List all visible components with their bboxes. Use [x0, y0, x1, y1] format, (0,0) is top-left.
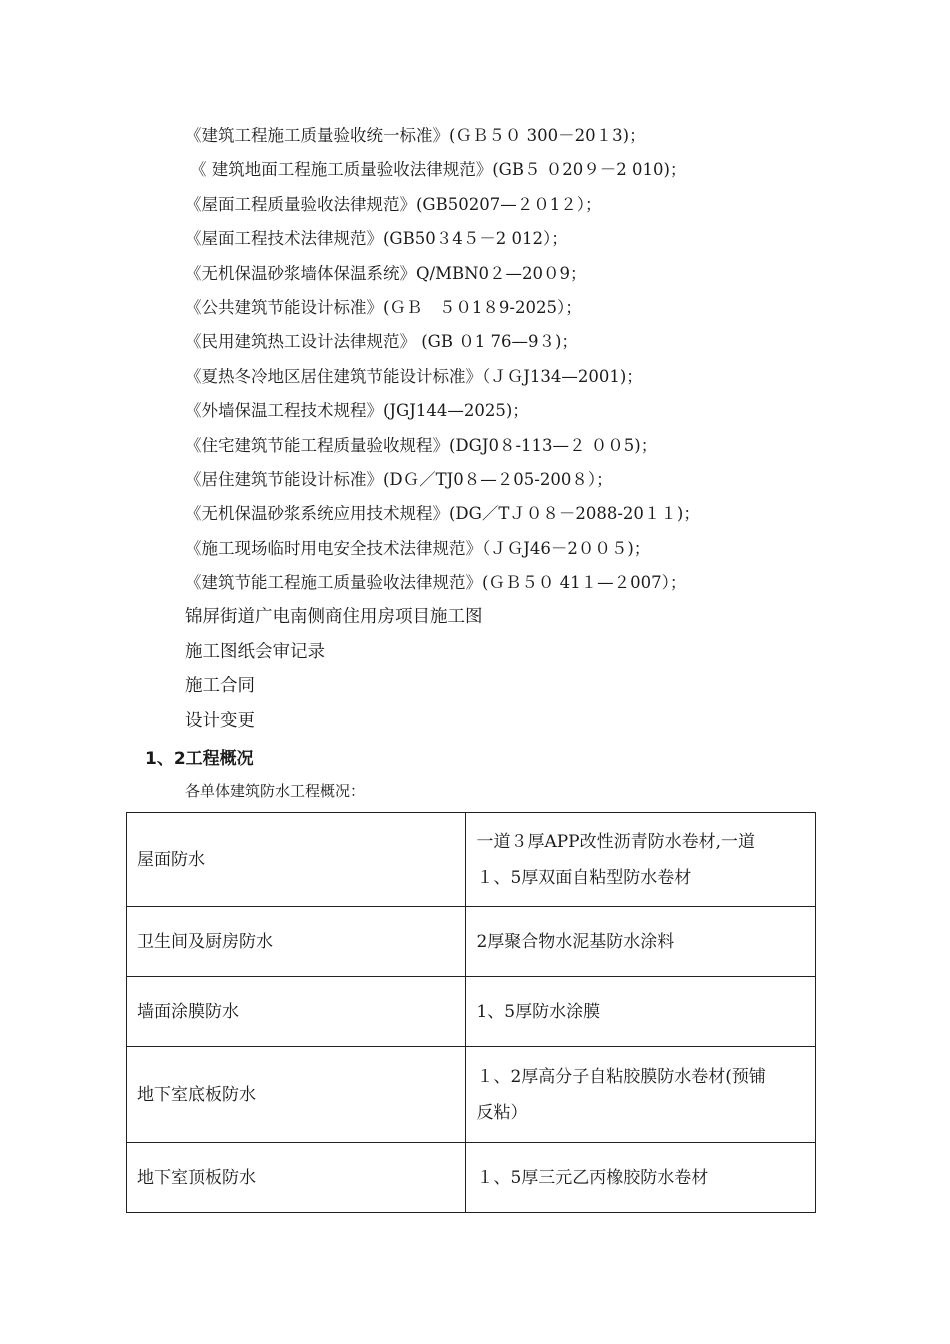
- spec-line: 2厚聚合物水泥基防水涂料: [476, 931, 675, 952]
- table-row: [127, 1047, 816, 1143]
- reference-item: 施工图纸会审记录: [185, 641, 325, 662]
- reference-item: 《建筑工程施工质量验收统一标准》(ＧＢ５０ 300－20１3)；: [185, 126, 646, 145]
- spec-line: １、5厚三元乙丙橡胶防水卷材: [476, 1167, 709, 1188]
- reference-item: 锦屏街道广电南侧商住用房项目施工图: [185, 607, 483, 628]
- reference-item: 《建筑节能工程施工质量验收法律规范》(ＧＢ５０ 41１—２007）；: [185, 573, 687, 593]
- spec-line: １、2厚高分子自粘胶膜防水卷材(预铺: [476, 1066, 766, 1087]
- spec-line: 反粘）: [476, 1102, 528, 1123]
- table-cell-spec: [466, 1047, 816, 1143]
- reference-item: 《屋面工程技术法律规范》(GB50３4５－2 012）；: [185, 229, 568, 249]
- spec-line: 1、5厚防水涂膜: [476, 1001, 601, 1022]
- table-row: [127, 977, 816, 1047]
- reference-item: 《无机保温砂浆系统应用技术规程》(DG／TＪ０８－2088-20１１)；: [185, 504, 700, 524]
- spec-line: 一道３厚APP改性沥青防水卷材,一道: [476, 831, 756, 852]
- table-cell-item: 墙面涂膜防水: [127, 977, 466, 1047]
- table-cell-item: 地下室顶板防水: [127, 1143, 466, 1213]
- reference-item: 《外墙保温工程技术规程》(JGJ144—2025)；: [185, 401, 529, 421]
- reference-item: 设计变更: [185, 710, 255, 731]
- table-cell-spec: [466, 907, 816, 977]
- table-cell-item: 屋面防水: [127, 813, 466, 907]
- table-cell-spec: [466, 1143, 816, 1213]
- reference-item: 《公共建筑节能设计标准》(ＧＢ ５０1８9-2025）；: [185, 297, 582, 317]
- section-heading: 1、2工程概况: [145, 749, 254, 769]
- reference-list: [185, 122, 885, 741]
- reference-item: 《 建筑地面工程施工质量验收法律规范》(GB５ ０20９－2 010)；: [190, 160, 687, 180]
- reference-item: 施工合同: [185, 676, 255, 697]
- table-cell-item: 地下室底板防水: [127, 1047, 466, 1143]
- table-cell-item: 卫生间及厨房防水: [127, 907, 466, 977]
- reference-item: 《屋面工程质量验收法律规范》(GB50207—２０1２）；: [185, 194, 602, 214]
- table-row: [127, 813, 816, 907]
- intro-text: 各单体建筑防水工程概况：: [185, 782, 366, 800]
- spec-line: １、5厚双面自粘型防水卷材: [476, 867, 692, 888]
- reference-item: 《民用建筑热工设计法律规范》 (GB ０1 76—9３)；: [185, 332, 578, 352]
- reference-item: 《无机保温砂浆墙体保温系统》Q/MBN0２—20０9；: [185, 263, 587, 283]
- table-cell-spec: [466, 813, 816, 907]
- reference-item: 《施工现场临时用电安全技术法律规范》（ＪＧJ46－2００５)；: [185, 538, 651, 558]
- table-cell-spec: [466, 977, 816, 1047]
- reference-item: 《住宅建筑节能工程质量验收规程》(DGJ0８-113—２ ００5)；: [185, 435, 658, 455]
- table-row: [127, 1143, 816, 1213]
- waterproofing-table: [126, 812, 816, 1213]
- reference-item: 《夏热冬冷地区居住建筑节能设计标准》（ＪＧJ134—2001)；: [185, 366, 643, 386]
- reference-item: 《居住建筑节能设计标准》(DＧ／TJ0８—２05-200８）；: [185, 469, 613, 489]
- table-row: [127, 907, 816, 977]
